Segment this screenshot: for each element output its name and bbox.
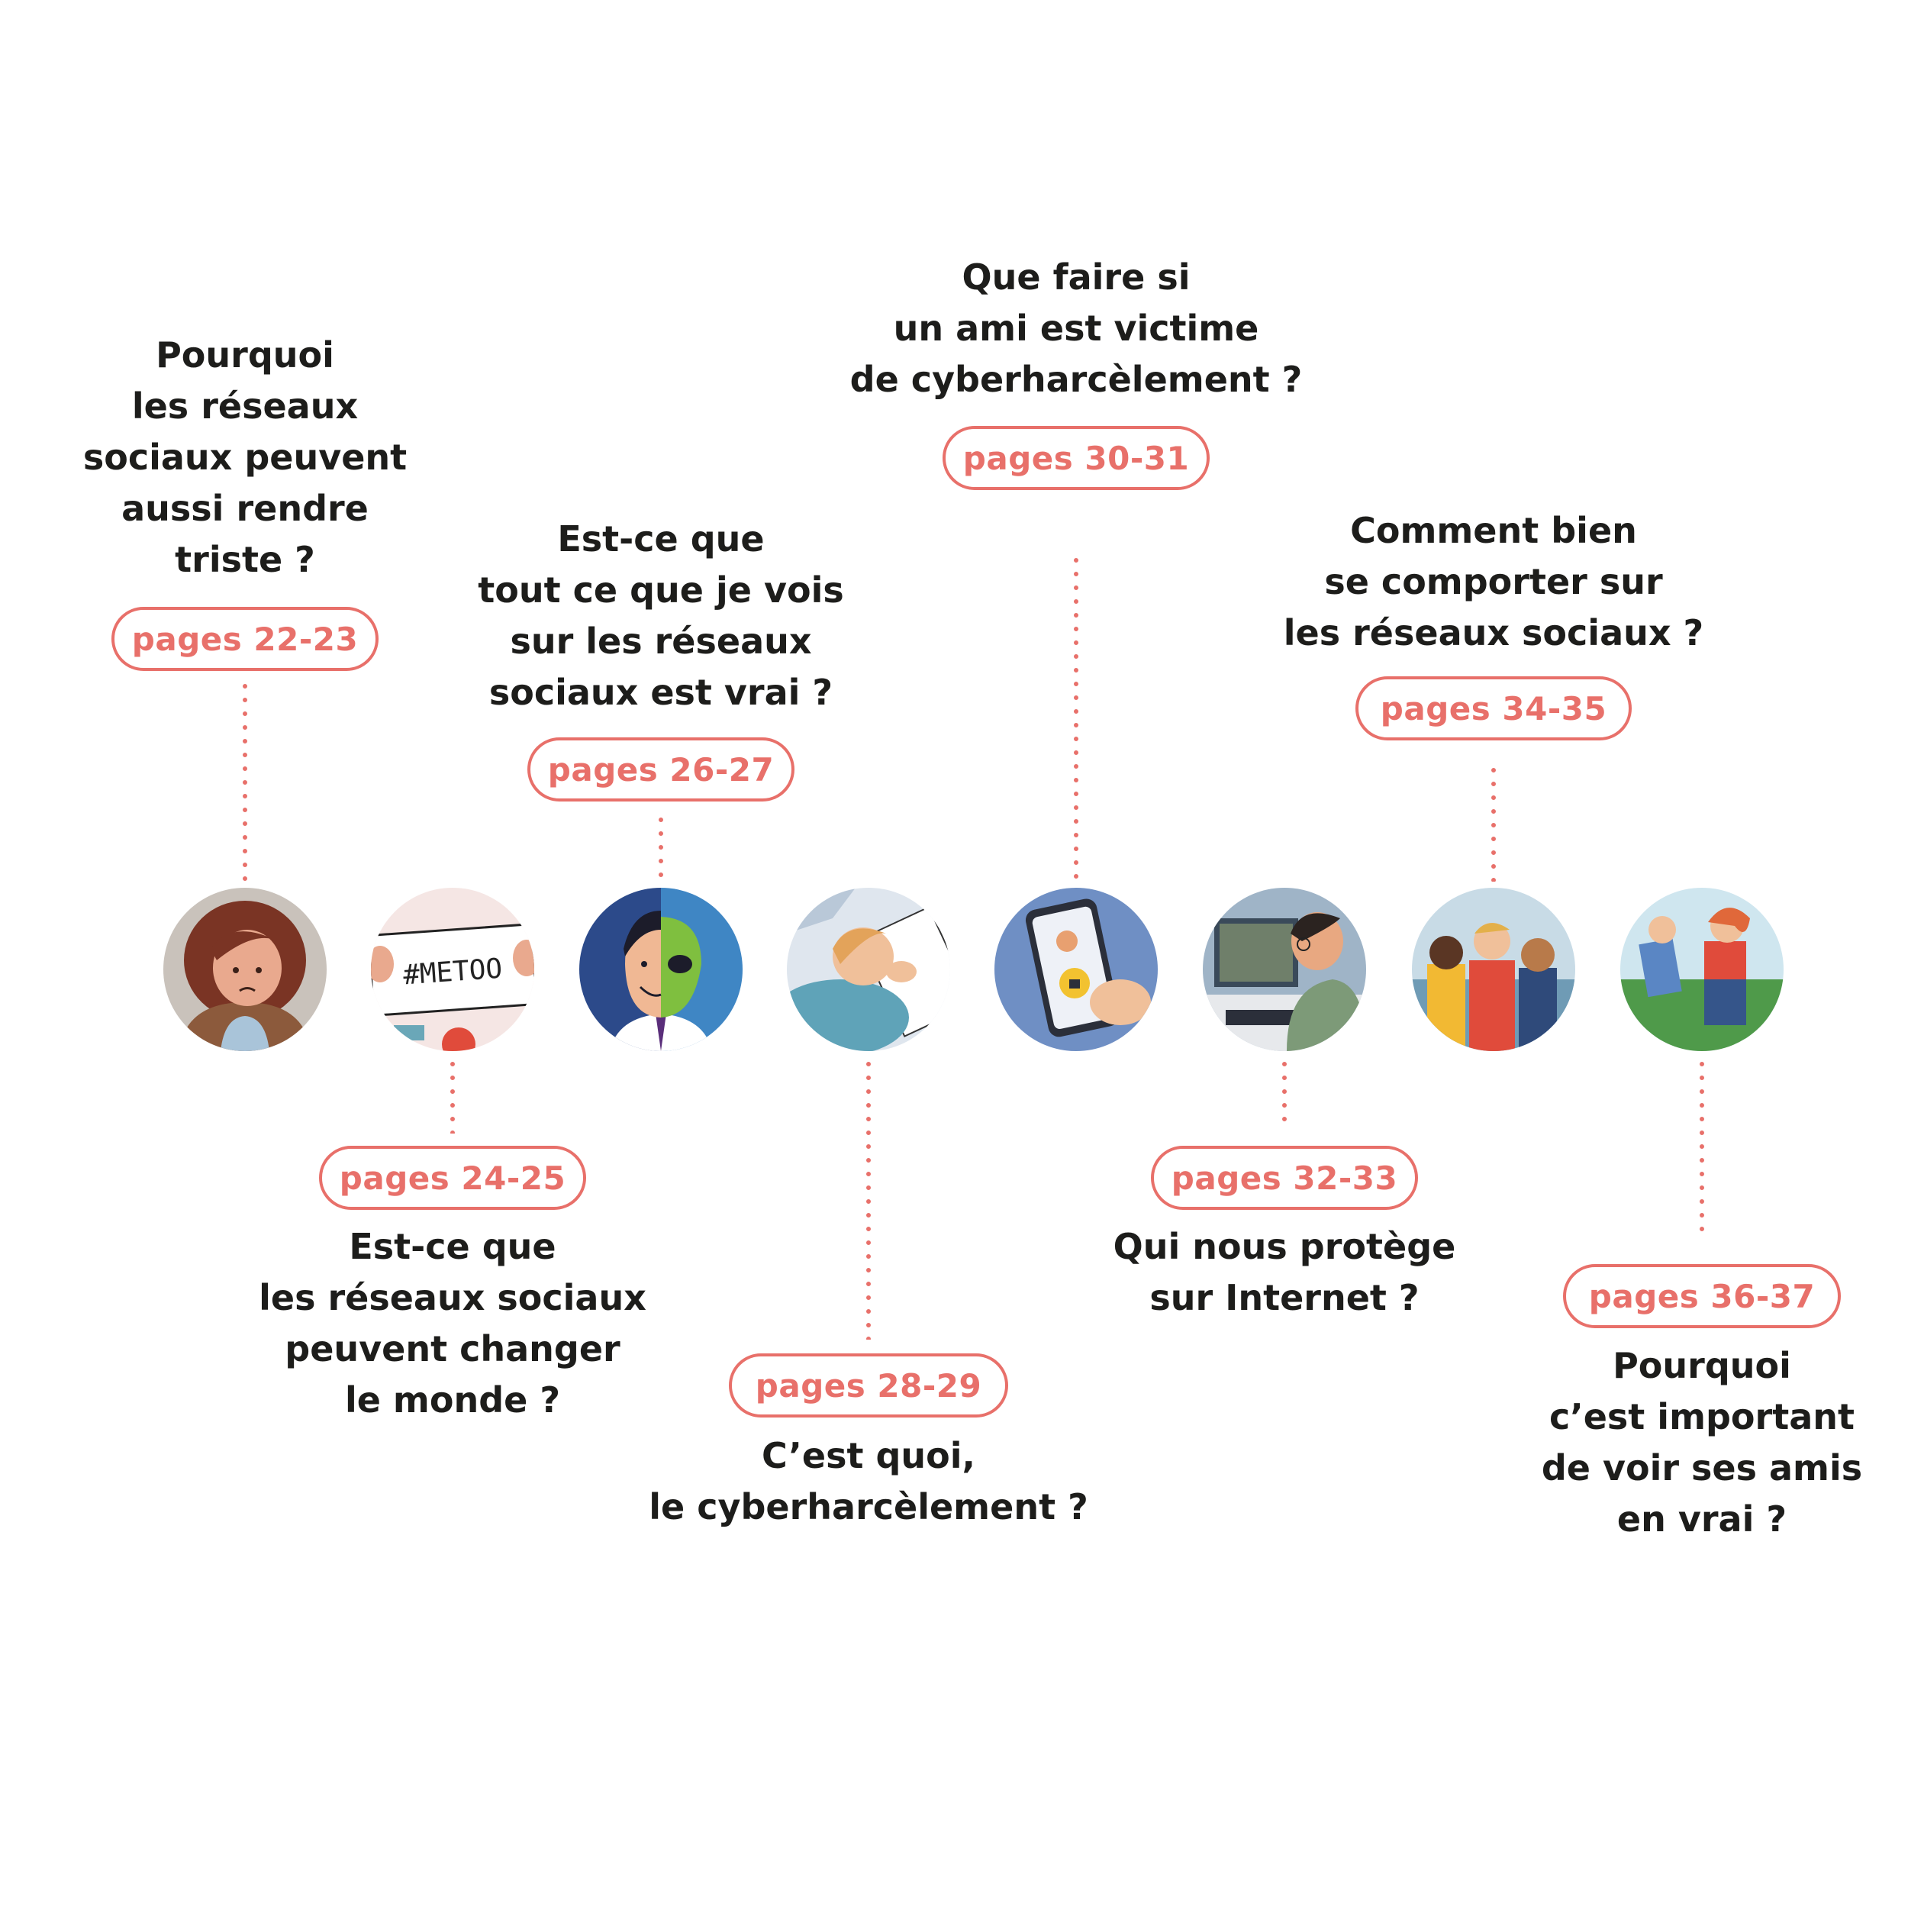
- question-qui-nous-protege: Qui nous protège sur Internet ?: [1113, 1226, 1456, 1318]
- running-friends-illustration[interactable]: [1620, 888, 1784, 1051]
- friends-group-illustration[interactable]: [1412, 888, 1575, 1051]
- crying-boy-illustration[interactable]: [787, 888, 950, 1051]
- pages-34-35-badge[interactable]: pages 34-35: [1355, 676, 1632, 740]
- metoo-sign-illustration[interactable]: [371, 888, 534, 1051]
- phone-lock-illustration[interactable]: [994, 888, 1158, 1051]
- question-pourquoi-triste: Pourquoi les réseaux sociaux peuvent aussi rendre triste ?: [82, 334, 408, 580]
- half-alien-man-illustration[interactable]: [579, 888, 743, 1051]
- pages-36-37-badge[interactable]: pages 36-37: [1563, 1264, 1841, 1328]
- pages-26-27-badge[interactable]: pages 26-27: [527, 737, 794, 802]
- question-voir-ses-amis: Pourquoi c’est important de voir ses amis en vrai ?: [1541, 1345, 1863, 1540]
- connector-line: [1491, 763, 1496, 882]
- pages-22-23-badge[interactable]: pages 22-23: [111, 607, 379, 671]
- question-bien-se-comporter: Comment bien se comporter sur les réseaux sociaux ?: [1283, 510, 1704, 653]
- computer-user-illustration[interactable]: [1203, 888, 1366, 1051]
- pages-24-25-badge[interactable]: pages 24-25: [319, 1146, 586, 1210]
- pages-30-31-badge[interactable]: pages 30-31: [943, 426, 1210, 490]
- connector-line: [243, 679, 247, 882]
- question-cyberharcelement: C’est quoi, le cyberharcèlement ?: [649, 1435, 1088, 1527]
- pages-28-29-badge[interactable]: pages 28-29: [729, 1353, 1008, 1418]
- connector-line: [1700, 1057, 1704, 1240]
- connector-line: [659, 813, 663, 882]
- pages-32-33-badge[interactable]: pages 32-33: [1151, 1146, 1418, 1210]
- question-changer-le-monde: Est-ce que les réseaux sociaux peuvent changer le monde ?: [259, 1226, 646, 1421]
- connector-line: [1282, 1057, 1287, 1126]
- connector-line: [866, 1057, 871, 1340]
- question-ami-victime: Que faire si un ami est victime de cyberharcèlement ?: [849, 256, 1303, 400]
- metoo-sign-text: #METOO: [401, 953, 504, 992]
- connector-line: [450, 1057, 455, 1134]
- sad-girl-illustration[interactable]: [163, 888, 327, 1051]
- connector-line: [1074, 553, 1078, 882]
- question-tout-est-vrai: Est-ce que tout ce que je vois sur les réseaux sociaux est vrai ?: [478, 518, 844, 713]
